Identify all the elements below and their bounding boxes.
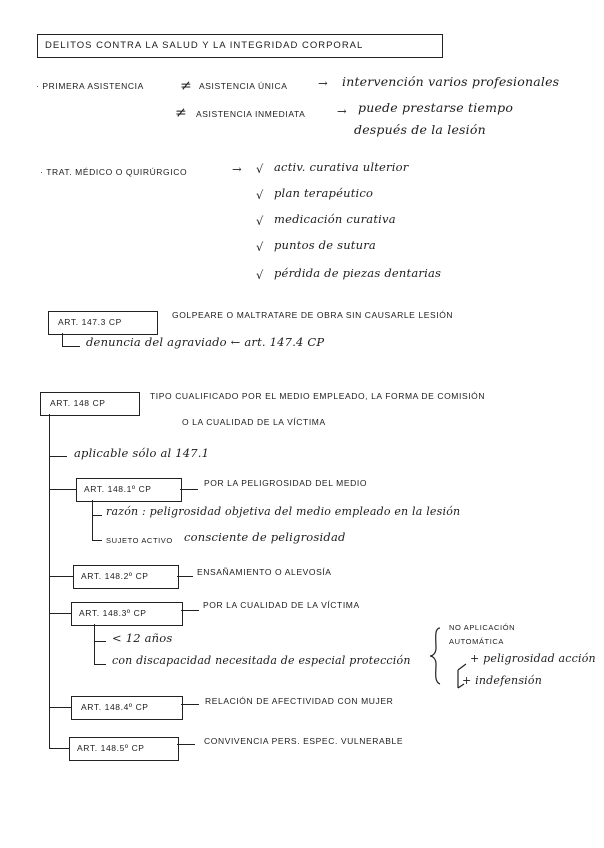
arrow-unica: → [318,76,328,90]
art-148-desc-1: TIPO CUALIFICADO POR EL MEDIO EMPLEADO, LA FORMA DE COMISIÓN [150,391,486,401]
inmediata-desc-2: después de la lesión [354,122,486,137]
bracket-note-2: AUTOMÁTICA [449,637,505,646]
art-147-3-label: ART. 147.3 CP [58,317,122,327]
trat-item-3: medicación curativa [274,212,396,226]
trat-item-2: plan terapéutico [274,186,374,200]
bracket-note-1: NO APLICACIÓN [449,623,516,632]
check-icon: √ [256,268,264,282]
art-148-1-sujeto: SUJETO ACTIVO [106,536,173,545]
art-148-4-label: ART. 148.4º CP [81,702,149,712]
art-147-3-sub: denuncia del agraviado ← art. 147.4 CP [86,335,325,349]
art-148-1-razon: razón : peligrosidad objetiva del medio empleado en la lesión [106,505,461,518]
check-icon: √ [256,188,264,202]
asistencia-inmediata: ASISTENCIA INMEDIATA [196,109,306,119]
trat-item-5: pérdida de piezas dentarias [274,266,442,280]
art-148-3-desc: POR LA CUALIDAD DE LA VÍCTIMA [203,600,360,610]
art-148-3-label: ART. 148.3º CP [79,608,147,618]
unica-desc: intervención varios profesionales [342,74,560,89]
check-icon: √ [256,162,264,176]
art-148-3-item-2: con discapacidad necesitada de especial protección [112,654,411,667]
primera-label: · PRIMERA ASISTENCIA [36,81,144,91]
inmediata-desc-1: puede prestarse tiempo [358,100,514,115]
trat-label: · TRAT. MÉDICO O QUIRÚRGICO [40,167,188,177]
art-148-3-item-1: < 12 años [112,631,173,645]
art-147-3-desc: GOLPEARE O MALTRATARE DE OBRA SIN CAUSARLE LESIÓN [172,310,454,320]
art-148-1-desc: POR LA PELIGROSIDAD DEL MEDIO [204,478,368,488]
trat-item-4: puntos de sutura [274,238,376,252]
art-148-1-label: ART. 148.1º CP [84,484,152,494]
arrow-inmediata: → [337,104,347,118]
neq-symbol: ≠ [180,78,192,94]
bracket-plus-1: + peligrosidad acción [470,652,596,665]
neq-symbol-2: ≠ [175,105,187,121]
check-icon: √ [256,214,264,228]
art-148-2-label: ART. 148.2º CP [81,571,149,581]
trat-item-1: activ. curativa ulterior [274,160,409,174]
art-148-4-desc: RELACIÓN DE AFECTIVIDAD CON MUJER [205,696,394,706]
art-148-1-consciente: consciente de peligrosidad [184,530,346,544]
curly-bracket [430,628,440,684]
art-148-label: ART. 148 CP [50,398,106,408]
art-148-5-label: ART. 148.5º CP [77,743,145,753]
check-icon: √ [256,240,264,254]
trat-arrow: → [232,162,242,176]
fork-lines [458,664,466,688]
asistencia-unica: ASISTENCIA ÚNICA [199,81,288,91]
aplicable-note: aplicable sólo al 147.1 [74,446,210,460]
art-148-2-desc: ENSAÑAMIENTO O ALEVOSÍA [197,567,332,577]
page-title: DELITOS CONTRA LA SALUD Y LA INTEGRIDAD CORPORAL [45,40,364,51]
bracket-plus-2: + indefensión [462,674,543,687]
art-148-desc-2: O LA CUALIDAD DE LA VÍCTIMA [182,417,326,427]
art-148-5-desc: CONVIVENCIA PERS. ESPEC. VULNERABLE [204,736,404,746]
